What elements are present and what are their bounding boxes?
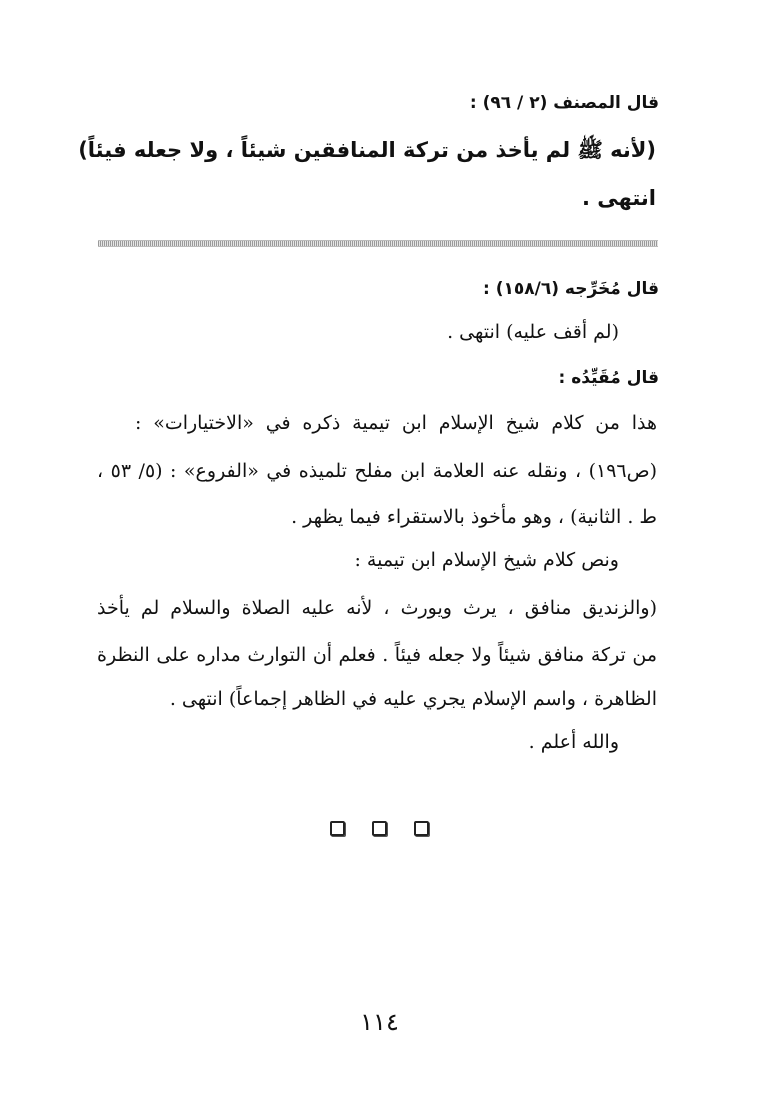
- section-divider: [98, 240, 658, 247]
- section3-heading: قال مُقَيِّدُه :: [558, 368, 659, 388]
- paragraph-line-6: من تركة منافق شيئاً ولا جعله فيئاً . فعلم أن التوارث مداره على النظرة: [97, 644, 657, 666]
- section1-heading: قال المصنف (٢ / ٩٦) :: [469, 93, 659, 113]
- section2-text: (لم أقف عليه) انتهى .: [447, 321, 619, 343]
- section-end-ornaments: [0, 821, 759, 840]
- paragraph-line-4: ونص كلام شيخ الإسلام ابن تيمية :: [354, 549, 619, 571]
- square-ornament-icon: [414, 821, 429, 836]
- paragraph-line-8: والله أعلم .: [528, 731, 619, 753]
- quote-line-2: انتهى .: [581, 186, 656, 210]
- paragraph-line-7: الظاهرة ، واسم الإسلام يجري عليه في الظاهر إجماعاً) انتهى .: [169, 688, 657, 710]
- section2-heading: قال مُخَرِّجه (١٥٨/٦) :: [482, 279, 659, 299]
- quote-line-1: (لأنه ﷺ لم يأخذ من تركة المنافقين شيئاً ، ولا جعله فيئاً): [78, 138, 656, 162]
- paragraph-line-3: ط . الثانية) ، وهو مأخوذ بالاستقراء فيما يظهر .: [291, 506, 657, 528]
- paragraph-line-2: (ص١٩٦) ، ونقله عنه العلامة ابن مفلح تلميذه في «الفروع» : (٥/ ٥٣ ،: [97, 460, 658, 482]
- paragraph-line-1: هذا من كلام شيخ الإسلام ابن تيمية ذكره في «الاختيارات» :: [135, 412, 657, 434]
- paragraph-line-5: (والزنديق منافق ، يرث ويورث ، لأنه عليه الصلاة والسلام لم يأخذ: [97, 597, 657, 619]
- page-number: ١١٤: [360, 1008, 399, 1036]
- square-ornament-icon: [372, 821, 387, 836]
- square-ornament-icon: [330, 821, 345, 836]
